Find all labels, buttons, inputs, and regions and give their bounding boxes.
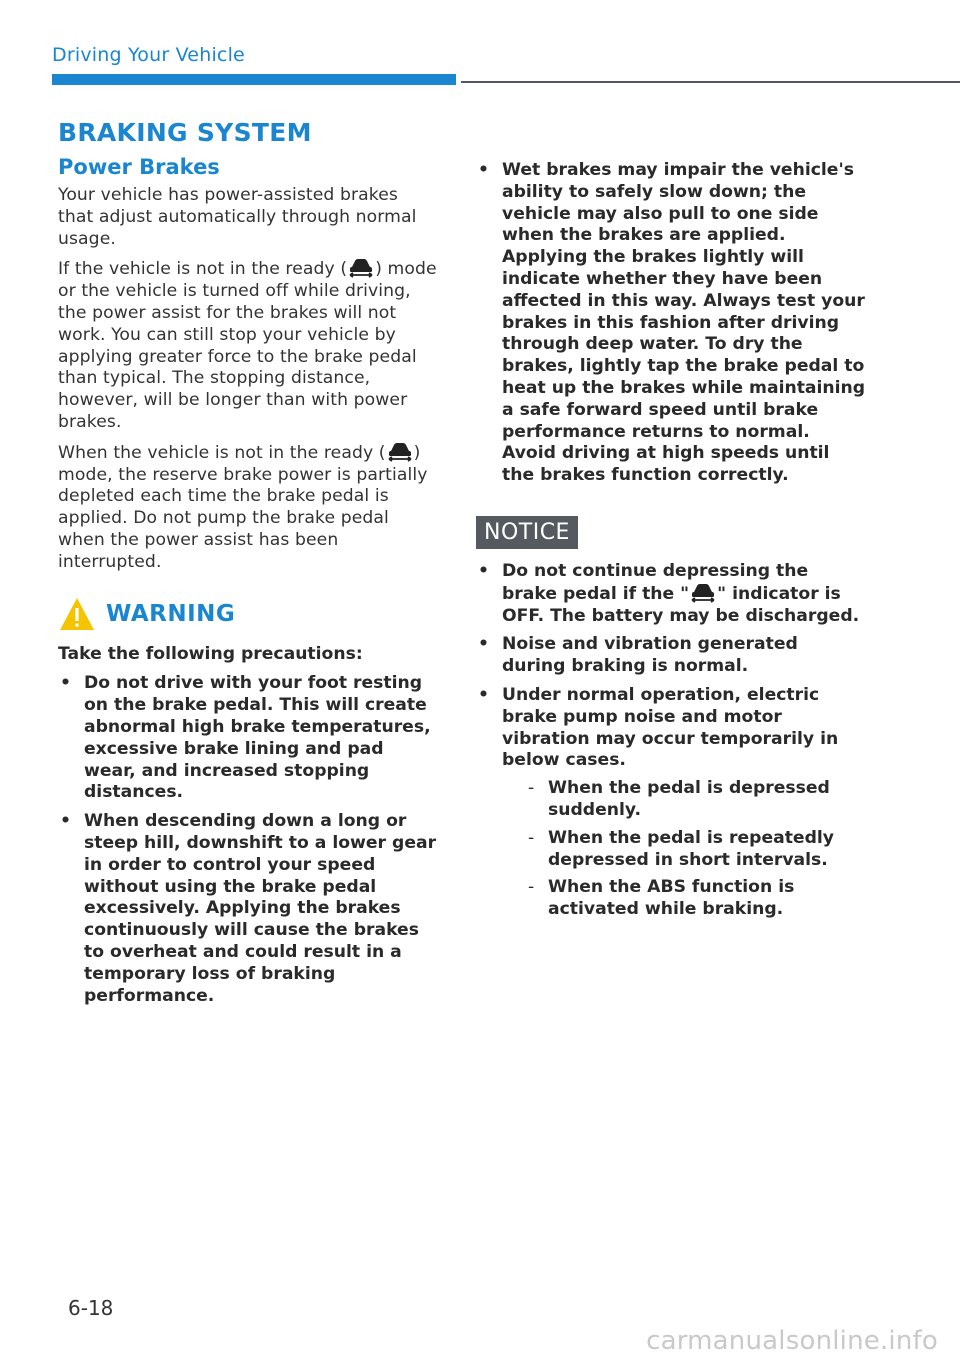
paragraph-ready-mode [58,258,438,433]
paragraph-text: ) mode, the reserve brake power is partially depleted each time the brake pedal is applied. Do not pump the brake pedal when the power assist has been interrupted. [58,442,428,572]
bullet-icon: • [478,634,489,655]
notice-badge: NOTICE [476,516,578,549]
bullet-icon: • [60,673,71,694]
ready-indicator-icon [386,442,414,462]
header-rule-accent [52,74,456,85]
paragraph-text: ) mode or the vehicle is turned off while driving, the power assist for the brakes will not work. You can still stop your vehicle by applying greater force to the brake pedal than typical. The stopping distance, however, will be longer than with power brakes. [58,259,437,432]
chapter-title: Driving Your Vehicle [52,44,245,66]
list-item-text: " indicator is OFF. The battery may be discharged. [502,583,860,626]
sublist-item-text: When the pedal is depressed suddenly. [548,778,830,820]
warning-header [58,596,438,632]
list-item [476,561,866,627]
list-item [58,673,438,804]
ready-indicator-icon [347,258,375,278]
list-item-text: Do not continue depressing the brake pedal if the " [502,560,809,604]
bullet-icon: • [478,560,489,581]
bullet-icon: • [478,684,489,705]
dash-icon: - [528,778,535,799]
paragraph-reserve [58,442,438,574]
dash-icon: - [528,827,535,848]
list-item [476,160,866,487]
section-title: BRAKING SYSTEM [58,118,312,147]
bullet-icon: • [478,160,489,180]
sublist-item [528,828,866,872]
paragraph-text: When the vehicle is not in the ready ( [58,442,386,463]
sublist-item [528,778,866,822]
sublist-item-text: When the pedal is repeatedly depressed in short intervals. [548,827,834,870]
bullet-icon: • [60,811,71,832]
ready-indicator-icon [689,583,717,603]
watermark: carmanualsonline.info [646,1326,938,1356]
list-item-text: Wet brakes may impair the vehicle's ability to safely slow down; the vehicle may also pull to one side when the brakes are applied. Applying the brakes lightly will indicate whether they have been affected in this way. Always test your brakes in this fashion after driving through deep water. To dry the brakes, lightly tap the brake pedal to heat up the brakes while maintaining a safe forward speed until brake performance returns to normal. Avoid driving at high speeds until the brakes function correctly. [502,160,866,486]
notice-sublist [528,778,866,921]
dash-icon: - [528,877,535,898]
paragraph-text: If the vehicle is not in the ready ( [58,259,348,280]
warning-list [58,673,438,1007]
list-item [476,634,866,678]
warning-list-continued [476,160,866,487]
notice-list [476,561,866,921]
list-item [58,811,438,1007]
page-number: 6-18 [68,1296,114,1320]
sublist-item [528,877,866,921]
left-column [58,118,438,1014]
list-item-text: Do not drive with your foot resting on the brake pedal. This will create abnormal high brake temperatures, excessive brake lining and pad wear, and increased stopping distances. [84,673,431,803]
sublist-item-text: When the ABS function is activated while braking. [548,877,795,920]
header-rule [461,81,960,83]
subsection-title: Power Brakes [58,155,220,179]
list-item-text: Noise and vibration generated during braking is normal. [502,634,798,677]
warning-triangle-icon [58,596,96,632]
list-item [476,685,866,921]
paragraph-intro: Your vehicle has power-assisted brakes that adjust automatically through normal usage. [58,185,417,249]
list-item-text: When descending down a long or steep hill, downshift to a lower gear in order to control your speed without using the brake pedal excessively. Applying the brakes continuously will cause the brakes to overheat and could result in a temporary loss of braking performance. [84,811,437,1006]
warning-title: WARNING [106,600,236,627]
list-item-text: Under normal operation, electric brake pump noise and motor vibration may occur temporarily in below cases. [502,684,839,771]
right-column [476,160,866,928]
warning-intro: Take the following precautions: [58,643,363,664]
